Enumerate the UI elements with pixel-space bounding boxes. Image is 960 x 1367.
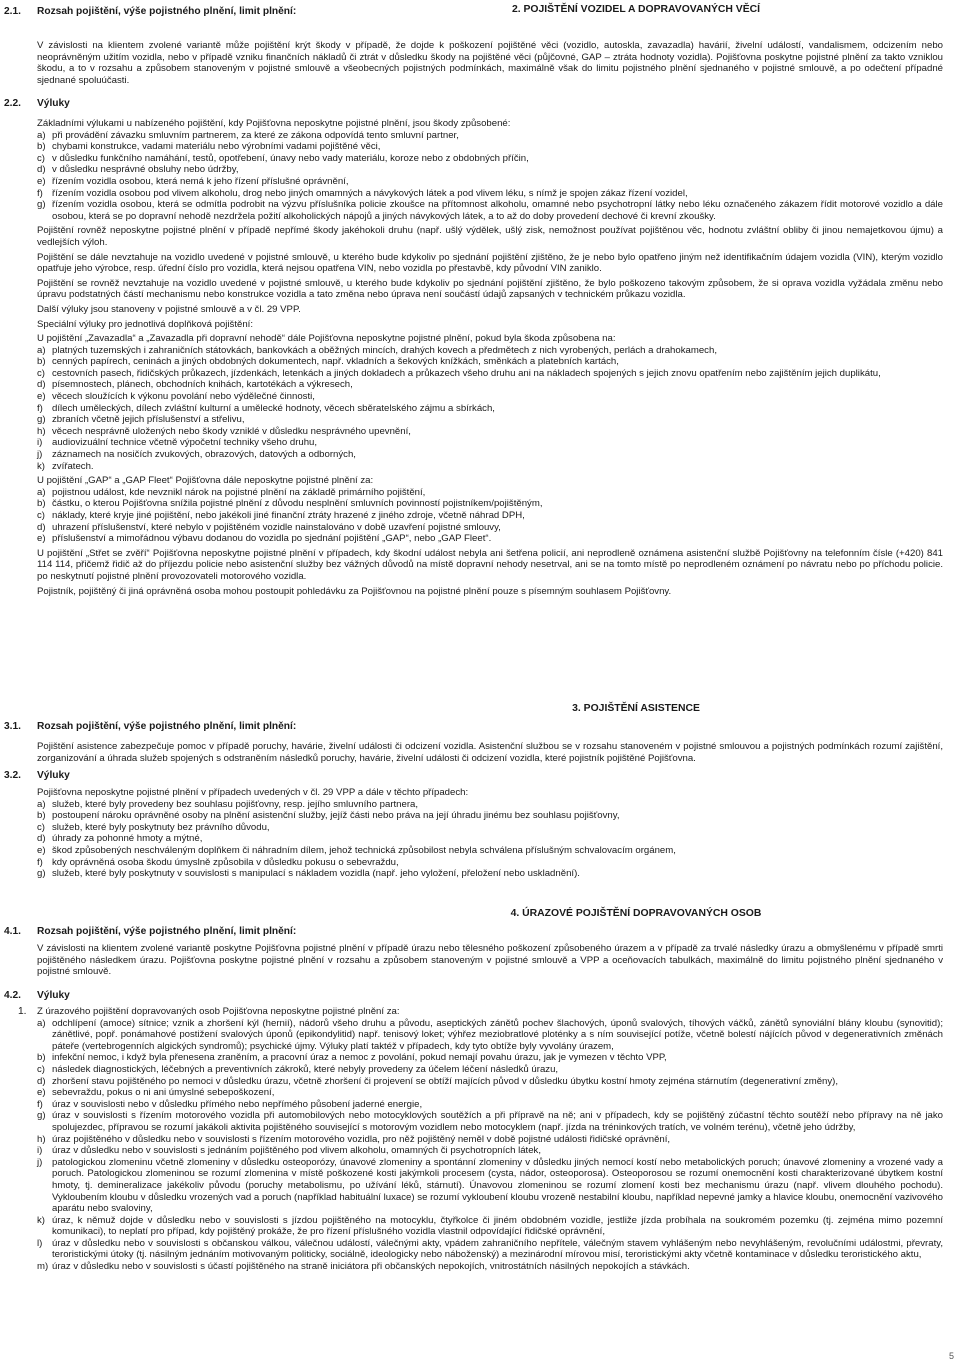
list-item: c) v důsledku funkčního namáhání, testů, opotřebení, únavy nebo vady materiálu, koroze nebo z obdobných příčin, <box>37 152 529 164</box>
list-item: f) dílech uměleckých, dílech zvláštní kulturní a umělecké hodnoty, věcech sběratelského zájmu a sbírkách, <box>37 402 495 414</box>
list-item: l) úraz v důsledku nebo v souvislosti s občanskou válkou, válečnou událostí, válečnými akty, vpádem zahraničního nepřítele, válečným stavem vyhlášeným nebo nevyhlášeným, revolučními událostmi, převraty, teroristickými útoky (tj. násilným jednáním motivovaným politicky, sociálně, ideologicky nebo náboženský) a mezinárodní mírovou misí, teroristickými akty včetně kontaminace v důsledku teroristického aktu, <box>37 1237 943 1261</box>
list-item: a) pojistnou událost, kde nevznikl nárok na pojistné plnění na základě primárního pojištění, <box>37 486 426 498</box>
list-item: b) postoupení nároku oprávněné osoby na plnění asistenční služby, jejíž části nebo práva na její úhradu jinému bez souhlasu pojišťovny, <box>37 810 620 822</box>
section-4-2-number: 4.2. <box>4 990 21 1001</box>
list-item: a) služeb, které byly provedeny bez souhlasu pojišťovny, resp. jejího smluvního partnera, <box>37 798 419 810</box>
section-4-1-number: 4.1. <box>4 926 21 937</box>
section-3-1-heading: Rozsah pojištění, výše pojistného plnění, limit plnění: <box>37 721 297 732</box>
paragraph: Pojištění asistence zabezpečuje pomoc v případě poruchy, havárie, živelní události či odcizení vozidla. Asistenční službou se v rozsahu stanoveném v pojistné smlouvou a pojistných podmínkách rozumí zajištění, zorganizování a úhrada služeb spojených s odstraněním následků poruchy, havárie, živelní události či odcizení vozidla, které pojistník pojištěné Pojišťovna. <box>37 741 943 764</box>
list-item: h) úraz pojištěného v důsledku nebo v souvislosti s řízením motorového vozidla, pro něž pojištěný neměl v době pojistné události řidičské oprávnění, <box>37 1133 671 1145</box>
section-2-2-heading: Výluky <box>37 98 70 109</box>
list-item: e) řízením vozidla osobou, která nemá k jeho řízení příslušné oprávnění, <box>37 175 349 187</box>
list-item: d) písemnostech, plánech, obchodních knihách, kartotékách a výkresech, <box>37 379 353 391</box>
paragraph: Pojištění se rovněž nevztahuje na vozidlo uvedené v pojistné smlouvě, u kterého bude kdykoliv po sjednání pojištění zjištěno, že bylo poškozeno takovým způsobem, že si oprava vozidla vyžádala změnu nebo úpravu podstatných částí mechanismu nebo konstrukce vozidla a tato změna nebo úprava není součástí údajů zapsaných v technickém průkazu vozidla. <box>37 277 943 301</box>
assistance-exclusion-list <box>37 799 943 880</box>
list-item: g) úraz v souvislosti s řízením motorového vozidla při automobilových nebo motocyklových soutěžích a při přípravě na ně; ani v případech, kdy se pojištěný zúčastní těchto soutěží nebo přípravy na ně jako spolujezdec, přípravou se rozumí jakákoli aktivita pojištěného související s motorovým vozidlem nebo motocyklem (např. jízda na tréninkových tratích, ve volném terénu), včetně jeho údržby, <box>37 1110 943 1133</box>
list-item: g) řízením vozidla osobou, která se odmítla podrobit na výzvu příslušníka policie zkoušce na přítomnost alkoholu, omamné nebo psychotropní látky nebo léku označeného zákazem řídit motorové vozidlo a dále osobou, která se po dopravní nehodě nezdržela požití alkoholických nápojů a jiných návykových látek, a to až do doby provedení dechové či krevní zkoušky. <box>37 199 943 222</box>
section-4-title: 4. ÚRAZOVÉ POJIŠTĚNÍ DOPRAVOVANÝCH OSOB <box>510 908 762 919</box>
list-item: i) audiovizuální technice včetně výpočetní techniky všeho druhu, <box>37 437 318 449</box>
section-3-1-number: 3.1. <box>4 721 21 732</box>
paragraph: Pojišťovna neposkytne pojistné plnění v případech uvedených v čl. 29 VPP a dále v těchto případech: <box>37 787 469 798</box>
list-item: a) při provádění závazku smluvním partnerem, za které ze zákona odpovídá tento smluvní partner, <box>37 129 459 141</box>
section-3-2-heading: Výluky <box>37 770 70 781</box>
section-4-2-body <box>37 1006 943 1273</box>
list-item: c) náklady, které kryje jiné pojištění, nebo jakékoli jiné finanční ztráty hrazené z jiného zdroje, včetně náhrad DPH, <box>37 510 525 521</box>
clause-number: 1. <box>18 1006 27 1017</box>
list-item: m) úraz v důsledku nebo v souvislosti s účastí pojištěného na straně iniciátora při občanských nepokojích, vnitrostátních násilných nepokojích a stávkách. <box>37 1261 690 1273</box>
section-4-2-heading: Výluky <box>37 990 70 1001</box>
section-2-1-body <box>37 40 943 89</box>
section-3-1-body <box>37 741 943 767</box>
exclusion-list <box>37 130 943 223</box>
list-item: b) cenných papírech, ceninách a jiných obdobných dokumentech, např. vkladních a šekových knížkách, směnkách a platebních kartách, <box>37 356 619 368</box>
paragraph: U pojištění „Zavazadla“ a „Zavazadla při dopravní nehodě“ dále Pojišťovna neposkytne pojistné plnění, pokud byla škoda způsobena na: <box>37 333 616 345</box>
list-item: d) uhrazení příslušenství, které nebylo v pojištěném vozidle nainstalováno v době uzavření pojistné smlouvy, <box>37 521 501 533</box>
section-4-1-heading: Rozsah pojištění, výše pojistného plnění, limit plnění: <box>37 926 297 937</box>
list-item: a) platných tuzemských i zahraničních státovkách, bankovkách a oběžných mincích, drahých kovech a předmětech z nich vyrobených, perlách a drahokamech, <box>37 344 717 356</box>
list-item: f) úraz v souvislosti nebo v důsledku přímého nebo nepřímého působení jaderné energie, <box>37 1098 423 1110</box>
paragraph: V závislosti na klientem zvolené variantě může pojištění krýt škody v případě, že dojde k poškození pojištěné věci (vozidlo, autoskla, zavazadla) havárií, živelní událostí, vandalismem, odcizením nebo neoprávněným užitím vozidla, nebo v případě vzniku finančních nákladů či ztrát v důsledku škody na pojištěné věci (půjčovné, GAP – ztráta hodnoty vozidla). Pojišťovna poskytne pojistné plnění za takto vzniklou škodu, a to v rozsahu a způsobem stanoveným v pojistné smlouvě a všeobecných pojistných podmínkách, maximálně však do limitu pojistného plnění sjednaného v pojistné smlouvě, a po odečtení případné sjednané spoluúčasti. <box>37 40 943 86</box>
list-item: e) věcech sloužících k výkonu povolání nebo výdělečné činnosti, <box>37 391 315 403</box>
list-item: g) služeb, které byly poskytnuty v souvislosti s manipulací s nákladem vozidla (např. jeho vyložení, přeložení nebo uskladnění). <box>37 868 580 880</box>
list-item: e) škod způsobených neschváleným doplňkem či náhradním dílem, jehož technická způsobilost nebyla schválena příslušným schvalovacím orgánem, <box>37 844 676 856</box>
list-item: f) kdy oprávněná osoba škodu úmyslně způsobila v důsledku pokusu o sebevraždu, <box>37 856 399 868</box>
list-item: j) patologickou zlomeninu včetně zlomeniny v důsledku osteoporózy, únavové zlomeniny a spontánní zlomeniny v důsledku jiných nemocí kostí nebo metabolických poruch; únavové zlomeniny a vrozené vady a poruch. Patologickou zlomeninou se rozumí zlomenina v místě poškozené kosti jakýmkoli procesem (cysta, nádor, osteoporosa). Osteoporosou se rozumí onemocnění kosti charakterizované úbytkem kostní hmoty, tj. demineralizace jakékoliv původu (poruchy metabolismu, po užívání léků, stárnutí). Únavovou zlomeninou se rozumí zlomení kosti bez mechanismu úrazu (např. vlivem dlouhého pochodu). Vykloubením kloubu v důsledku vrozených vad a poruch (například habituální luxace) se rozumí vykloubení kloubu vrozeně nestabilní kloubu, například nepevné jamky a hlavice kloubu, onemocnění vazivového aparátu nebo svaloviny, <box>37 1156 943 1215</box>
list-item: g) zbraních včetně jejich příslušenství a střelivu, <box>37 414 245 426</box>
paragraph: Pojistník, pojištěný či jiná oprávněná osoba mohou postoupit pohledávku za Pojišťovnou na pojistné plnění pouze s písemným souhlasem Pojišťovny. <box>37 585 672 597</box>
paragraph: Pojištění se dále nevztahuje na vozidlo uvedené v pojistné smlouvě, u kterého bude kdykoliv po sjednání pojištění zjištěno, že je nebo bylo opatřeno jiným než identifikačním údajem vozidla (VIN), kterým vozidlo opatřuje jeho výrobce, resp. úřední číslo pro vozidla, která nejsou opatřena VIN, nebo vozidla po přestavbě, kdy původní VIN zaniklo. <box>37 251 943 275</box>
section-2-1-heading: Rozsah pojištění, výše pojistného plnění, limit plnění: <box>37 6 297 17</box>
list-item: f) řízením vozidla osobou pod vlivem alkoholu, drog nebo jiných omamných a návykových látek a pod vlivem léku, s nímž je spojen zákaz řízení vozidel, <box>37 187 688 199</box>
section-3-2-number: 3.2. <box>4 770 21 781</box>
list-item: b) chybami konstrukce, vadami materiálu nebo výrobními vadami pojištěné věci, <box>37 141 381 153</box>
list-item: j) záznamech na nosičích zvukových, obrazových, datových a odborných, <box>37 449 356 461</box>
list-item: i) úraz v důsledku nebo v souvislosti s jednáním pojištěného pod vlivem alkoholu, omamných či psychotropních látek, <box>37 1145 542 1157</box>
list-item: k) úraz, k němuž dojde v důsledku nebo v souvislosti s jízdou pojištěného na motocyklu, čtyřkolce či jiném obdobném vozidle, jestliže jízda probíhala na soukromém pozemku (tj. zejména mimo pozemní komunikaci), to neplatí pro případ, kdy pojištěný prokáže, že pro řízení příslušného vozidla vlastnil odpovídající řidičské oprávnění, <box>37 1214 943 1238</box>
section-2-2-body <box>37 118 943 600</box>
list-item: d) zhoršení stavu pojištěného po nemoci v důsledku úrazu, včetně zhoršení či projevení se obtíží majících původ v důsledku úbytku kostní hmoty zejména stárnutím (degenerativní změny), <box>37 1075 839 1087</box>
section-2-2-number: 2.2. <box>4 98 21 109</box>
list-item: e) příslušenství a mimořádnou výbavu dodanou do vozidla po sjednání pojištění „GAP“, nebo „GAP Fleet“. <box>37 533 492 545</box>
list-item: c) cestovních pasech, řidičských průkazech, jízdenkách, letenkách a jiných dokladech a průkazech všeho druhu ani na nákladech spojených s jejich znovu opatřením nebo zajištěním jejich duplikátu, <box>37 367 881 379</box>
list-item: c) následek diagnostických, léčebných a preventivních zákroků, které nebyly provedeny za účelem léčení následků úrazu, <box>37 1063 559 1075</box>
paragraph: Další výluky jsou stanoveny v pojistné smlouvě a v čl. 29 VPP. <box>37 303 301 315</box>
gap-exclusion-list <box>37 487 943 545</box>
list-item: d) v důsledku nesprávné obsluhy nebo údržby, <box>37 164 239 176</box>
section-2-1-number: 2.1. <box>4 6 21 17</box>
injury-exclusion-list <box>37 1018 943 1273</box>
list-item: a) odchlípení (amoce) sítnice; vznik a zhoršení kýl (hernií), nádorů všeho druhu a původu, aseptických zánětů pochev šlachových, úponů svalových, tíhových váčků, zánětů synoviální blány kloubu (synovitid); zánětlivé, popř. ponámahové postižení svalových úponů (epikondylitid) např. tenisový loket; výhřez meziobratlové ploténky a s ním související potíže, včetně bolestí nájících původ v degenerativních změnách páteře (vertebrogenních algických syndromů); psychické újmy. Výluky platí taktéž v případech, kdy tyto obtíže byly vyvolány úrazem, <box>37 1017 943 1052</box>
paragraph: Z úrazového pojištění dopravovaných osob Pojišťovna neposkytne pojistné plnění za: <box>37 1006 400 1017</box>
paragraph: U pojištění „Střet se zvěří“ Pojišťovna neposkytne pojistné plnění v případech, kdy škodní událost nebyla ani šetřena policií, ani neprodleně oznámena asistenční službě Pojišťovny na telefonním čísle (+420) 841 114 114, přičemž řidič až do příjezdu policie nebo asistenční služby bez vážných důvodů na místě dopravní nehody nesetrval, ani se na tomto místě po neprodleném oznámení po návratu nebo po příchodu policie. po neskytnutí pojistné plnění provozovateli motorového vozidla. <box>37 547 943 582</box>
section-4-1-body <box>37 943 943 981</box>
luggage-exclusion-list <box>37 345 943 473</box>
list-item: h) věcech nesprávně uložených nebo škody vzniklé v důsledku nesprávného upevnění, <box>37 425 411 437</box>
section-3-title: 3. POJIŠTĚNÍ ASISTENCE <box>572 703 700 714</box>
section-3-2-body <box>37 787 943 880</box>
paragraph: V závislosti na klientem zvolené variantě poskytne Pojišťovna pojistné plnění v případě úrazu nebo tělesného poškození způsobeného úrazem a v případě za trvalé následky úrazu a obmyšlenému v případě smrti pojištěného následkem úrazu. Pojišťovna poskytne pojistné plnění v rozsahu a způsobem stanoveným v pojistné smlouvě a VPP a oceňovacích tabulkách, maximálně do limitu pojistného plnění sjednaného v pojistné smlouvě. <box>37 943 943 978</box>
list-item: b) infekční nemoc, i když byla přenesena zraněním, a pracovní úraz a nemoc z povolání, pokud nemají povahu úrazu, jak je vymezen v těchto VPP, <box>37 1052 667 1064</box>
list-item: c) služeb, které byly poskytnuty bez právního důvodu, <box>37 821 270 833</box>
paragraph: Základními výlukami u nabízeného pojištění, kdy Pojišťovna neposkytne pojistné plnění, jsou škody způsobené: <box>37 118 511 129</box>
page-number: 5 <box>948 1351 954 1361</box>
list-item: b) částku, o kterou Pojišťovna snížila pojistné plnění z důvodu nesplnění smluvních povinností pojistníkem/pojištěným, <box>37 498 543 510</box>
paragraph: Pojištění rovněž neposkytne pojistné plnění v případě nepřímé škody jakéhokoli druhu (např. ušlý výdělek, ušlý zisk, nemožnost používat pojištěnou věc, hodnotu zvláštní obliby či jinou nemajetkovou újmu) a vedlejších výloh. <box>37 225 943 248</box>
section-2-title: 2. POJIŠTĚNÍ VOZIDEL A DOPRAVOVANÝCH VĚCÍ <box>511 4 761 15</box>
list-item: d) úhrady za pohonné hmoty a mýtné, <box>37 833 203 845</box>
list-item: k) zvířatech. <box>37 460 94 472</box>
list-item: e) sebevraždu, pokus o ni ani úmyslné sebepoškození, <box>37 1087 275 1099</box>
paragraph: U pojištění „GAP“ a „GAP Fleet“ Pojišťovna dále neposkytne pojistné plnění za: <box>37 475 374 487</box>
paragraph: Speciální výluky pro jednotlivá doplňková pojištění: <box>37 318 253 330</box>
